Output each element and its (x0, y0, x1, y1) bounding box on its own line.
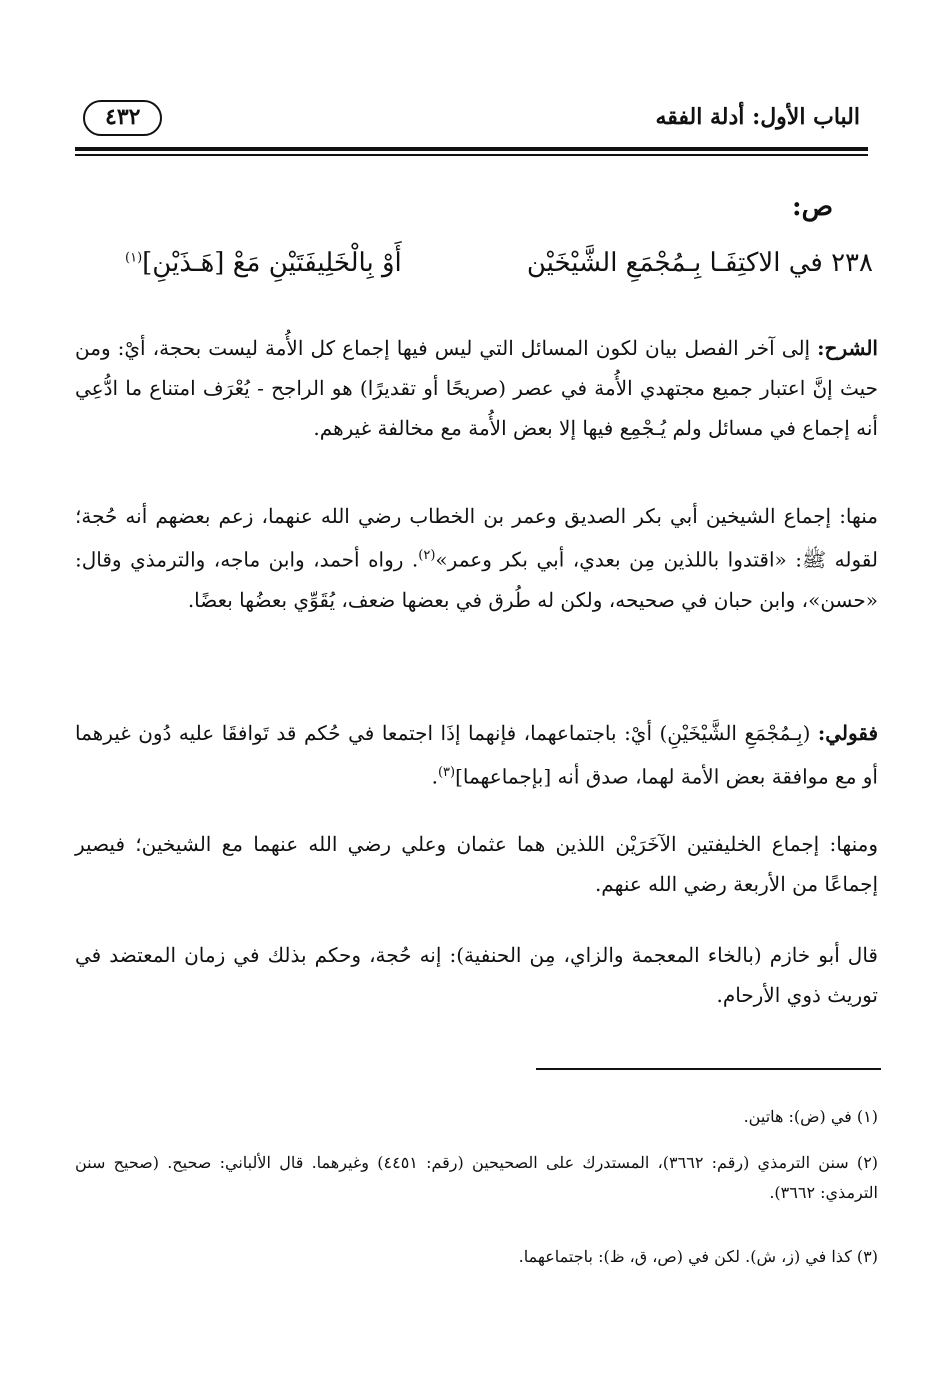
qawli-label: فقولي: (817, 721, 878, 745)
footnote-ref-3: (٣) (437, 765, 456, 780)
header-rule-thick (75, 147, 868, 151)
paragraph-shaykhayn (75, 496, 878, 620)
khalifatayn-text: ومنها: إجماع الخليفتين الآخَرَيْن اللذين هما عثمان وعلي رضي الله عنهما مع الشيخين؛ فيصير إجماعًا من الأربعة رضي الله عنهم. (75, 832, 878, 896)
commentary-label: الشرح: (817, 336, 878, 360)
footnote-3: (٣) كذا في (ز، ش). لكن في (ص، ق، ظ): باجتماعهما. (518, 1247, 878, 1266)
running-header (75, 98, 868, 142)
page-number: ٤٣٢ (83, 100, 162, 136)
verse-second-text: أَوْ بِالْخَلِيفَتَيْنِ مَعْ [هَـذَيْنِ] (142, 248, 402, 278)
qawli-text: (بِـمُجْمَعِ الشَّيْخَيْنِ) أيْ: باجتماعهما، فإنهما إذَا اجتمعا في حُكم قد تَوافقَا عليه دُون غيرهما أو مع موافقة بعض الأمة لهما، صدق أنه [بإجماعهما] (75, 721, 878, 789)
footnote-ref-1: (١) (125, 250, 143, 266)
commentary-text: إلى آخر الفصل بيان لكون المسائل التي ليس فيها إجماع كل الأُمة ليست بحجة، أيْ: ومن حيث إنَّ اعتبار جميع مجتهدي الأُمة في عصر (صريحًا أو تقديرًا) هو الراجح - يُعْرَف امتناع ما ادُّعِي أنه إجماع في مسائل ولم يُـجْمِع فيها إلا بعض الأُمة مع مخالفة غيرهم. (75, 336, 878, 440)
footnote-separator (536, 1068, 881, 1070)
verse-second-hemistich (125, 248, 402, 278)
header-rule-thin (75, 154, 868, 156)
shaykhayn-text: منها: إجماع الشيخين أبي بكر الصديق وعمر بن الخطاب رضي الله عنهما، زعم بعضهم أنه حُجة؛ لقوله ﷺ: «اقتدوا باللذين مِن بعدي، أبي بكر وعمر» (75, 504, 879, 572)
chapter-title: الباب الأول: أدلة الفقه (655, 104, 860, 130)
section-label: ص: (791, 192, 833, 222)
footnote-1: (١) في (ض): هاتين. (743, 1107, 878, 1126)
paragraph-qawli (75, 713, 878, 797)
paragraph-commentary (75, 328, 878, 448)
footnote-2: (٢) سنن الترمذي (رقم: ٣٦٦٢)، المستدرك على الصحيحين (رقم: ٤٤٥١) وغيرهما. قال الألباني: صحيح. (صحيح سنن الترمذي: ٣٦٦٢). (75, 1153, 879, 1202)
verse-first-hemistich: ٢٣٨ في الاكتِفَـا بِـمُجْمَعِ الشَّيْخَيْن (526, 248, 873, 278)
footnote-ref-2: (٢) (418, 548, 436, 563)
verse-line (75, 248, 883, 288)
qawli-end: . (431, 764, 438, 789)
paragraph-khalifatayn (75, 824, 878, 904)
shaykhayn-text-2: . رواه أحمد، وابن ماجه، والترمذي وقال: «حسن»، وابن حبان في صحيحه، ولكن له طُرق في بعضها ضعف، يُقَوِّي بعضُها بعضًا. (75, 547, 878, 612)
abu-khazim-text: قال أبو خازم (بالخاء المعجمة والزاي، مِن الحنفية): إنه حُجة، وحكم بذلك في زمان المعتضد في توريث ذوي الأرحام. (75, 943, 878, 1007)
paragraph-abu-khazim (75, 935, 878, 1015)
